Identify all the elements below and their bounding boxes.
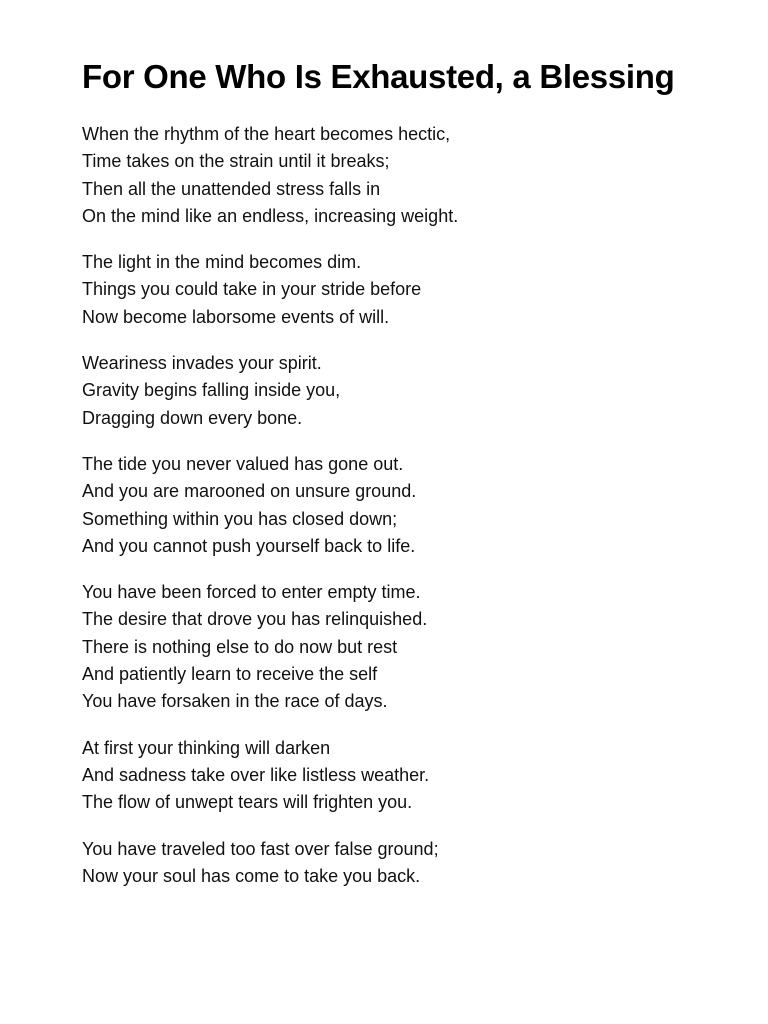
document-page: [82, 54, 702, 909]
poem-line: Something within you has closed down;: [82, 508, 398, 529]
poem-line: Now your soul has come to take you back.: [82, 865, 421, 886]
poem-line: And sadness take over like listless weather.: [82, 764, 430, 785]
poem-line: And you are marooned on unsure ground.: [82, 481, 417, 502]
poem-body: [82, 121, 702, 890]
stanza: [82, 350, 702, 432]
poem-line: There is nothing else to do now but rest: [82, 636, 398, 657]
poem-line: Things you could take in your stride before: [82, 279, 422, 300]
poem-line: The flow of unwept tears will frighten you.: [82, 792, 413, 813]
poem-line: You have been forced to enter empty time.: [82, 582, 421, 603]
stanza: [82, 735, 702, 817]
poem-line: Now become laborsome events of will.: [82, 306, 390, 327]
stanza: [82, 451, 702, 560]
poem-line: Dragging down every bone.: [82, 407, 303, 428]
stanza: [82, 249, 702, 331]
poem-line: At first your thinking will darken: [82, 737, 331, 758]
stanza: [82, 579, 702, 715]
poem-line: And patiently learn to receive the self: [82, 664, 378, 685]
poem-title: For One Who Is Exhausted, a Blessing: [82, 58, 675, 95]
poem-line: The tide you never valued has gone out.: [82, 453, 404, 474]
poem-line: The desire that drove you has relinquished.: [82, 609, 428, 630]
poem-line: You have traveled too fast over false ground;: [82, 838, 439, 859]
poem-line: Then all the unattended stress falls in: [82, 178, 381, 199]
poem-line: And you cannot push yourself back to life.: [82, 535, 416, 556]
stanza: [82, 121, 702, 230]
poem-line: You have forsaken in the race of days.: [82, 691, 388, 712]
poem-line: Weariness invades your spirit.: [82, 353, 322, 374]
poem-line: The light in the mind becomes dim.: [82, 252, 362, 273]
poem-line: Time takes on the strain until it breaks;: [82, 151, 390, 172]
stanza: [82, 836, 702, 891]
poem-line: When the rhythm of the heart becomes hectic,: [82, 124, 451, 144]
poem-line: On the mind like an endless, increasing weight.: [82, 205, 459, 226]
poem-line: Gravity begins falling inside you,: [82, 380, 341, 401]
